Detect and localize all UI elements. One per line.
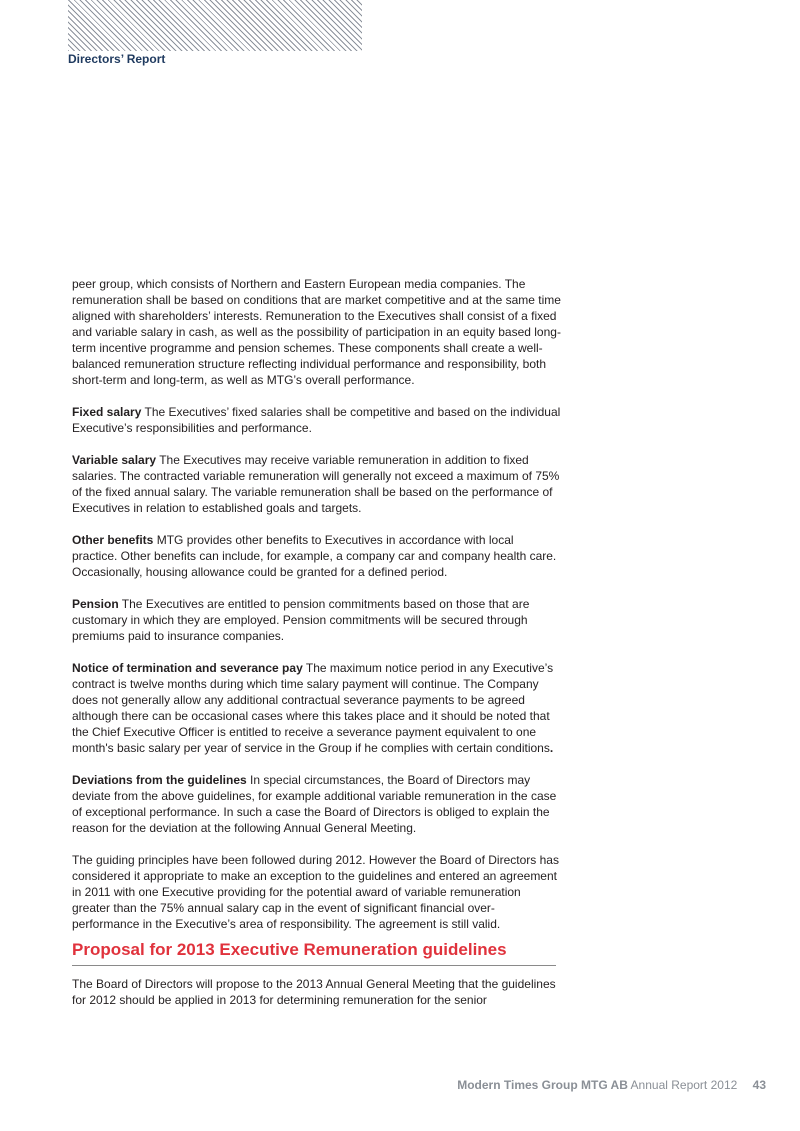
guiding-principles-paragraph: The guiding principles have been followed during 2012. However the Board of Directors has considered it appropriate to make an exception to the guidelines and entered an agreement in 2011 with one Executive providing for the potential award of variable remuneration greater than the 75% annual salary cap in the event of significant financial over-performance in the Executive’s area of responsibility. The agreement is still valid. <box>72 853 559 931</box>
body-text <box>72 276 562 948</box>
intro-paragraph: peer group, which consists of Northern and Eastern European media companies. The remuneration shall be based on conditions that are market competitive and at the same time aligned with shareholders’ interests. Remuneration to the Executives shall consist of a fixed and variable salary in cash, as well as the possibility of participation in an equity based long-term incentive programme and pension schemes. These components shall create a well-balanced remuneration structure reflecting individual performance and responsibility, both short-term and long-term, as well as MTG’s overall performance. <box>72 277 561 387</box>
header-hatch-pattern <box>68 0 362 51</box>
paragraph-pension <box>72 596 562 644</box>
footer-company: Modern Times Group MTG AB <box>457 1078 628 1092</box>
paragraph-heading: Other benefits <box>72 533 154 547</box>
page-footer <box>457 1078 766 1092</box>
section-label: Directors’ Report <box>68 52 166 66</box>
paragraph-text: The Executives may receive variable remuneration in addition to fixed salaries. The contracted variable remuneration will generally not exceed a maximum of 75% of the fixed annual salary. The variable remuneration shall be based on the performance of Executives in relation to established goals and targets. <box>72 453 560 515</box>
paragraph-text: MTG provides other benefits to Executives in accordance with local practice. Other benefits can include, for example, a company car and company health care. Occasionally, housing allowance could be granted for a defined period. <box>72 533 557 579</box>
paragraph-other-benefits <box>72 532 562 580</box>
paragraph-deviations <box>72 772 562 836</box>
page-number: 43 <box>752 1078 766 1092</box>
paragraph-notice-severance <box>72 660 562 756</box>
proposal-heading: Proposal for 2013 Executive Remuneration guidelines <box>72 940 556 966</box>
paragraph-heading: Fixed salary <box>72 405 142 419</box>
paragraph-trailing-period: . <box>549 741 554 755</box>
footer-report: Annual Report 2012 <box>630 1078 738 1092</box>
paragraph-heading: Notice of termination and severance pay <box>72 661 303 675</box>
paragraph-text: The Executives are entitled to pension commitments based on those that are customary in which they are employed. Pension commitments will be secured through premiums paid to insurance companies. <box>72 597 530 643</box>
paragraph-fixed-salary <box>72 404 562 436</box>
paragraph-heading: Variable salary <box>72 453 157 467</box>
paragraph-text: In special circumstances, the Board of Directors may deviate from the above guidelines, for example additional variable remuneration in the case of exceptional performance. In such a case the Board of Directors is obliged to explain the reason for the deviation at the following Annual General Meeting. <box>72 773 557 835</box>
paragraph-heading: Pension <box>72 597 119 611</box>
paragraph-variable-salary <box>72 452 562 516</box>
paragraph-heading: Deviations from the guidelines <box>72 773 247 787</box>
proposal-paragraph: The Board of Directors will propose to the 2013 Annual General Meeting that the guidelines for 2012 should be applied in 2013 for determining remuneration for the senior <box>72 977 556 1007</box>
paragraph-text: The Executives’ fixed salaries shall be competitive and based on the individual Executive’s responsibilities and performance. <box>72 405 561 435</box>
paragraph-text: The maximum notice period in any Executive’s contract is twelve months during which time salary payment will continue. The Company does not generally allow any additional contractual severance payments to be agreed although there can be occasional cases where this takes place and it should be noted that the Chief Executive Officer is entitled to receive a severance payment equivalent to one month's basic salary per year of service in the Group if he complies with certain conditions <box>72 661 554 755</box>
